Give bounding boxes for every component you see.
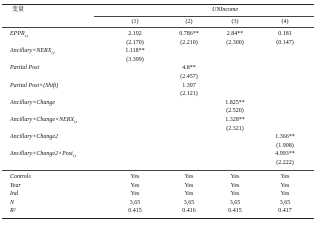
control-label: Year bbox=[10, 182, 21, 189]
table-cell-c2: 0.786** bbox=[179, 31, 199, 37]
control-cell-c2: 0.416 bbox=[182, 208, 196, 215]
row-label-subscript: i,t bbox=[74, 119, 78, 125]
control-cell-c4: 3,65 bbox=[279, 199, 291, 206]
row-label-text: Ancillary×Change2×Post bbox=[10, 151, 73, 158]
control-cell-c1: 0.415 bbox=[128, 208, 142, 215]
row-label-subscript: i,t bbox=[72, 153, 76, 159]
table-cell-c2: (2.121) bbox=[180, 91, 198, 98]
row-label bbox=[10, 83, 58, 90]
table-cell-c4: (0.147) bbox=[276, 39, 294, 46]
table-cell-c4: (1.908) bbox=[276, 142, 294, 149]
table-cell-c1: (2.170) bbox=[126, 39, 144, 46]
table-cell-c1: 2.192 bbox=[128, 31, 142, 37]
table-cell-c4: (2.222) bbox=[276, 160, 294, 166]
column-header-2: (2) bbox=[185, 19, 193, 25]
row-label-text: EPPR bbox=[10, 31, 25, 37]
control-cell-c4: Yes bbox=[280, 174, 290, 180]
row-label bbox=[10, 151, 76, 158]
row-label-text: Ancillary×Change2 bbox=[10, 134, 59, 141]
row-label bbox=[10, 100, 55, 107]
table-cell-c2: (2.210) bbox=[180, 39, 198, 46]
control-cell-c3: Yes bbox=[230, 191, 240, 198]
table-cell-c4: 4.993** bbox=[275, 151, 295, 158]
table-cell-c3: (2.321) bbox=[226, 125, 244, 132]
table-cell-c3: (2.520) bbox=[226, 108, 244, 115]
control-label: Controls bbox=[10, 174, 31, 180]
control-cell-c2: Yes bbox=[184, 191, 194, 198]
control-label: R² bbox=[10, 208, 16, 215]
table-cell-c4: 1.366** bbox=[275, 134, 295, 141]
control-cell-c2: Yes bbox=[184, 182, 194, 189]
table-cell-c2: 4.8** bbox=[182, 65, 196, 72]
control-cell-c1: Yes bbox=[130, 182, 140, 189]
table-cell-c3: 1.825** bbox=[225, 99, 245, 106]
row-label bbox=[10, 65, 39, 72]
table-bottom-rule bbox=[2, 218, 314, 219]
variable-header: 变量 bbox=[12, 7, 25, 13]
controls-rule bbox=[2, 170, 314, 171]
table-cell-c3: 1.328** bbox=[225, 117, 245, 123]
row-label-text: Ancillary×Change×NERX bbox=[10, 117, 75, 123]
table-top-rule bbox=[2, 4, 314, 5]
table-cell-c1: 1.118** bbox=[125, 48, 145, 55]
table-cell-c4: 0.181 bbox=[278, 31, 292, 37]
row-label-text: Ancillary×NERX bbox=[10, 48, 52, 55]
table-cell-c1: (3.399) bbox=[126, 56, 144, 63]
dependent-variable-underline bbox=[94, 16, 314, 17]
control-cell-c2: 3,65 bbox=[183, 199, 195, 206]
table-cell-c3: 2.84** bbox=[226, 31, 244, 37]
control-cell-c3: 0.415 bbox=[228, 208, 242, 215]
column-header-4: (4) bbox=[281, 19, 289, 25]
control-cell-c3: 3,65 bbox=[229, 199, 241, 206]
control-cell-c1: Yes bbox=[130, 191, 140, 198]
row-label bbox=[10, 31, 28, 38]
dependent-variable-header: UNIncome bbox=[212, 7, 238, 13]
control-cell-c3: Yes bbox=[230, 182, 240, 189]
control-cell-c2: Yes bbox=[184, 174, 194, 180]
row-label bbox=[10, 134, 58, 141]
row-label-text: Ancillary×Change bbox=[10, 99, 56, 106]
table-cell-c2: (2.457) bbox=[180, 74, 198, 80]
control-cell-c4: 0.417 bbox=[278, 208, 292, 215]
header-rule bbox=[2, 27, 314, 28]
row-label bbox=[10, 117, 77, 124]
table-cell-c3: (2.300) bbox=[226, 39, 244, 46]
row-label-text: Partial Post×(Shift) bbox=[10, 82, 59, 89]
row-label-subscript: i,t bbox=[51, 50, 55, 56]
row-label bbox=[10, 48, 55, 55]
control-cell-c4: Yes bbox=[280, 182, 290, 189]
control-cell-c1: 3,65 bbox=[129, 199, 141, 206]
row-label-text: Partial Post bbox=[10, 65, 40, 72]
control-label: N bbox=[10, 199, 15, 206]
table-cell-c2: 1.397 bbox=[182, 82, 196, 89]
control-cell-c1: Yes bbox=[130, 174, 140, 180]
control-label: Ind bbox=[10, 191, 18, 198]
control-cell-c3: Yes bbox=[230, 174, 240, 180]
row-label-subscript: i,t bbox=[24, 33, 28, 39]
control-cell-c4: Yes bbox=[280, 191, 290, 198]
column-header-1: (1) bbox=[131, 19, 139, 25]
column-header-3: (3) bbox=[231, 19, 239, 25]
